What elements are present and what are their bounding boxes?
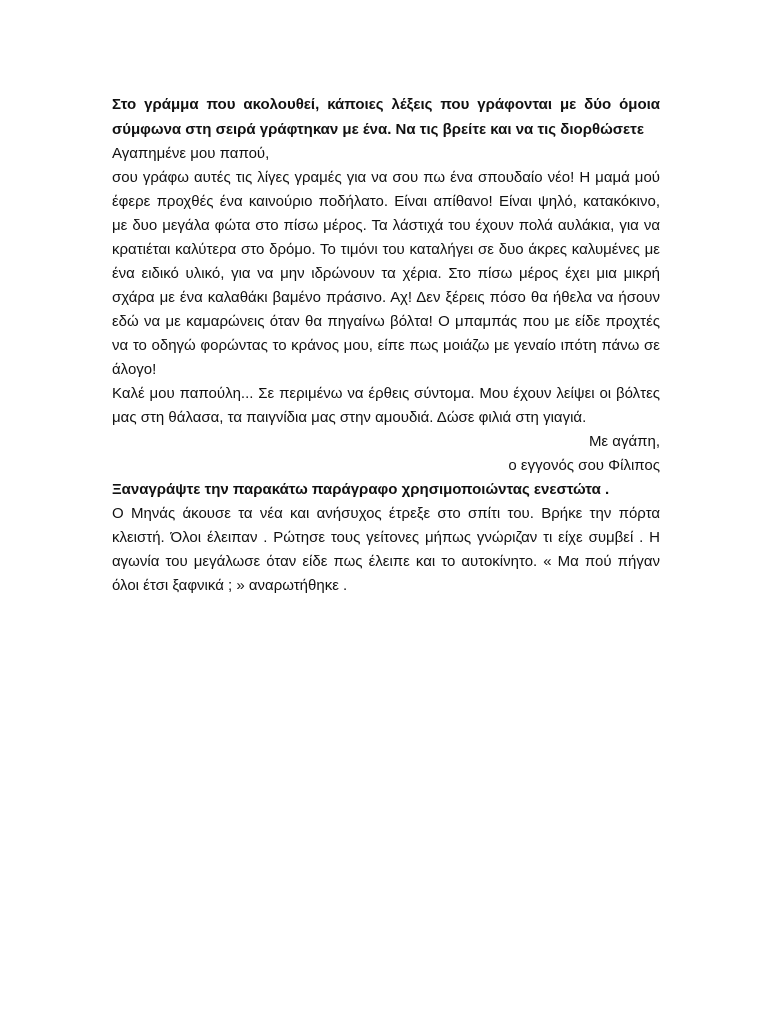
- letter-paragraph-2: Καλέ μου παπούλη... Σε περιμένω να έρθεις σύντομα. Μου έχουν λείψει οι βόλτες μας στη θάλασα, τα παιγνίδια μας στην αμουδιά. Δώσε φιλιά στη γιαγιά.: [112, 385, 660, 426]
- document-page: [112, 92, 660, 598]
- letter-closing: Με αγάπη,: [588, 433, 660, 450]
- letter-signature: ο εγγονός σου Φίλιπος: [508, 457, 660, 474]
- exercise-1-instruction: Στο γράμμα που ακολουθεί, κάποιες λέξεις που γράφονται με δύο όμοια σύμφωνα στη σειρά γράφτηκαν με ένα. Να τις βρείτε και να τις διορθώσετε: [112, 96, 660, 138]
- exercise-2-instruction: Ξαναγράψτε την παρακάτω παράγραφο χρησιμοποιώντας ενεστώτα .: [112, 481, 610, 498]
- letter-salutation: Αγαπημένε μου παπού,: [112, 145, 270, 162]
- letter-paragraph-1: σου γράφω αυτές τις λίγες γραμές για να σου πω ένα σπουδαίο νέο! Η μαμά μού έφερε προχθές ένα καινούριο ποδήλατο. Είναι απίθανο! Είναι ψηλό, κατακόκινο, με δυο μεγάλα φώτα στο πίσω μέρος. Τα λάστιχά του έχουν πολά αυλάκια, για να κρατιέται καλύτερα στο δρόμο. Το τιμόνι του καταλήγει σε δυο άκρες καλυμένες με ένα ειδικό υλικό, για να μην ιδρώνουν τα χέρια. Στο πίσω μέρος έχει μια μικρή σχάρα με ένα καλαθάκι βαμένο πράσινο. Αχ! Δεν ξέρεις πόσο θα ήθελα να ήσουν εδώ να με καμαρώνεις όταν θα πηγαίνω βόλτα! Ο μπαμπάς που με είδε προχτές να το οδηγώ φορώντας το κράνος μου, είπε πως μοιάζω με γεναίο ιπότη πάνω σε άλογο!: [112, 169, 660, 378]
- exercise-2-paragraph: Ο Μηνάς άκουσε τα νέα και ανήσυχος έτρεξε στο σπίτι του. Βρήκε την πόρτα κλειστή. Όλοι έλειπαν . Ρώτησε τους γείτονες μήπως γνώριζαν τι είχε συμβεί . Η αγωνία του μεγάλωσε όταν είδε πως έλειπε και το αυτοκίνητο. « Μα πού πήγαν όλοι έτσι ξαφνικά ; » αναρωτήθηκε .: [112, 505, 660, 594]
